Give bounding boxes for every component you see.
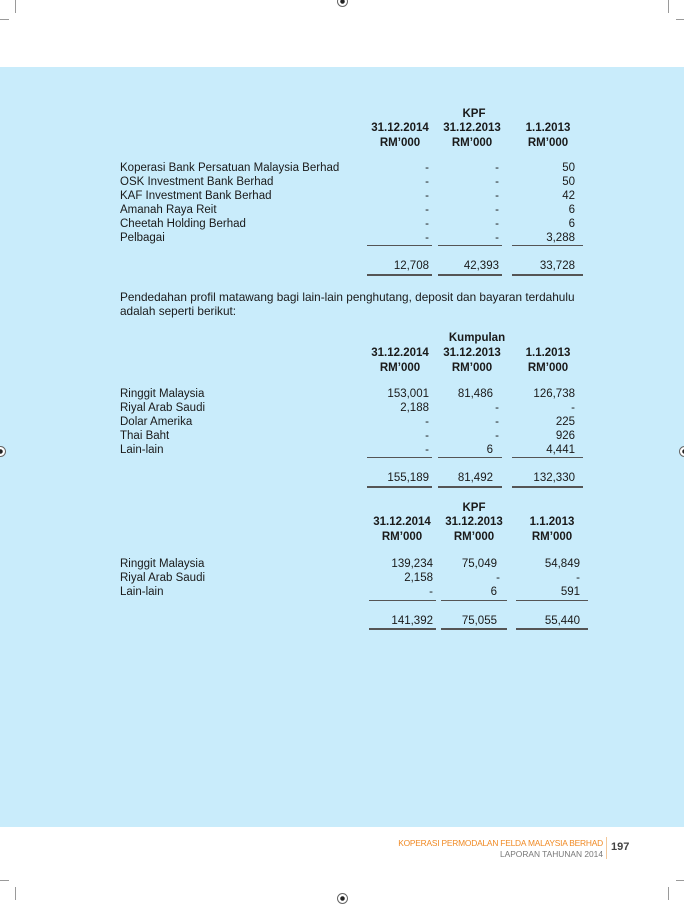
column-header [510, 346, 586, 375]
subtotal-rule [516, 600, 588, 601]
column-date: 1.1.2013 [525, 347, 571, 359]
row-label: Lain-lain [120, 586, 164, 598]
cell-value: 6 [486, 444, 493, 456]
registration-mark-icon [679, 446, 684, 457]
crop-mark [0, 880, 9, 881]
crop-mark [0, 19, 9, 20]
cell-value: 225 [555, 416, 575, 428]
cell-value: 3,288 [546, 232, 575, 244]
column-header [436, 515, 512, 544]
subtotal-rule [438, 245, 502, 246]
cell-value: - [495, 162, 499, 174]
column-header [434, 121, 510, 150]
total-value: 33,728 [539, 260, 575, 272]
cell-value: 153,001 [387, 388, 429, 400]
cell-value: - [571, 402, 575, 414]
row-label: Cheetah Holding Berhad [120, 218, 246, 230]
crop-mark [668, 0, 669, 13]
column-unit: RM’000 [527, 361, 569, 374]
cell-value: 54,849 [544, 558, 580, 570]
footer-organization: KOPERASI PERMODALAN FELDA MALAYSIA BERHAD [398, 838, 603, 848]
total-rule [438, 274, 502, 276]
crop-mark [15, 0, 16, 13]
cell-value: - [495, 430, 499, 442]
cell-value: 42 [562, 190, 575, 202]
subtotal-rule [367, 457, 432, 458]
cell-value: 6 [568, 218, 575, 230]
cell-value: - [495, 416, 499, 428]
row-label: Riyal Arab Saudi [120, 572, 206, 584]
row-label: Riyal Arab Saudi [120, 402, 206, 414]
cell-value: - [425, 416, 429, 428]
column-header [364, 515, 440, 544]
column-date: 31.12.2013 [443, 122, 501, 134]
cell-value: 2,188 [400, 402, 429, 414]
total-rule [441, 628, 507, 630]
column-header [510, 121, 586, 150]
cell-value: 6 [490, 586, 497, 598]
total-value: 55,440 [544, 615, 580, 627]
row-label: KAF Investment Bank Berhad [120, 190, 272, 202]
cell-value: 2,158 [404, 572, 433, 584]
cell-value: - [425, 176, 429, 188]
total-rule [367, 486, 432, 488]
column-unit: RM’000 [527, 136, 569, 149]
cell-value: 4,441 [546, 444, 575, 456]
total-rule [516, 628, 588, 630]
cell-value: 139,234 [391, 558, 433, 570]
column-unit: RM’000 [453, 530, 495, 543]
total-value: 12,708 [393, 260, 429, 272]
column-date: 31.12.2013 [443, 347, 501, 359]
cell-value: - [495, 232, 499, 244]
row-label: Koperasi Bank Persatuan Malaysia Berhad [120, 162, 340, 174]
cell-value: 6 [568, 204, 575, 216]
row-label: Dolar Amerika [120, 416, 193, 428]
currency-profile-paragraph: Pendedahan profil matawang bagi lain-lain penghutang, deposit dan bayaran terdahulu adalah seperti berikut: [120, 290, 575, 318]
cell-value: 75,049 [461, 558, 497, 570]
table-group-header: KPF [462, 108, 486, 120]
column-unit: RM’000 [381, 530, 423, 543]
cell-value: - [496, 572, 500, 584]
column-date: 1.1.2013 [525, 122, 571, 134]
footer-divider [606, 837, 607, 859]
table-group-header: KPF [462, 502, 486, 514]
table-group-header: Kumpulan [448, 332, 506, 344]
subtotal-rule [367, 245, 432, 246]
column-header [514, 515, 590, 544]
crop-mark [15, 887, 16, 900]
cell-value: - [425, 218, 429, 230]
cell-value: - [495, 218, 499, 230]
cell-value: - [429, 586, 433, 598]
cell-value: 81,486 [457, 388, 493, 400]
row-label: OSK Investment Bank Berhad [120, 176, 274, 188]
cell-value: - [495, 402, 499, 414]
cell-value: 50 [562, 162, 575, 174]
row-label: Thai Baht [120, 430, 170, 442]
row-label: Ringgit Malaysia [120, 558, 205, 570]
cell-value: - [425, 444, 429, 456]
cell-value: - [425, 430, 429, 442]
subtotal-rule [438, 457, 502, 458]
total-value: 155,189 [387, 472, 429, 484]
cell-value: 126,738 [533, 388, 575, 400]
subtotal-rule [512, 245, 583, 246]
footer-report-title: LAPORAN TAHUNAN 2014 [499, 849, 603, 859]
column-unit: RM’000 [451, 361, 493, 374]
row-label: Ringgit Malaysia [120, 388, 205, 400]
column-date: 31.12.2014 [371, 122, 429, 134]
crop-mark [668, 887, 669, 900]
row-label: Amanah Raya Reit [120, 204, 217, 216]
column-date: 1.1.2013 [529, 516, 575, 528]
page-number: 197 [611, 841, 630, 853]
total-value: 42,393 [463, 260, 499, 272]
crop-mark [676, 880, 684, 881]
cell-value: - [495, 204, 499, 216]
column-unit: RM’000 [379, 136, 421, 149]
column-header [362, 346, 438, 375]
subtotal-rule [512, 457, 583, 458]
total-rule [512, 486, 583, 488]
column-header [434, 346, 510, 375]
subtotal-rule [441, 600, 507, 601]
total-value: 81,492 [457, 472, 493, 484]
column-date: 31.12.2014 [371, 347, 429, 359]
cell-value: - [425, 204, 429, 216]
total-value: 132,330 [533, 472, 575, 484]
cell-value: - [425, 232, 429, 244]
column-date: 31.12.2014 [373, 516, 431, 528]
registration-mark-icon [337, 0, 348, 7]
column-unit: RM’000 [531, 530, 573, 543]
content-background [0, 67, 684, 827]
total-value: 75,055 [461, 615, 497, 627]
cell-value: - [495, 190, 499, 202]
total-value: 141,392 [391, 615, 433, 627]
cell-value: - [495, 176, 499, 188]
cell-value: 591 [560, 586, 580, 598]
total-rule [512, 274, 583, 276]
cell-value: 926 [555, 430, 575, 442]
column-header [362, 121, 438, 150]
total-rule [367, 274, 432, 276]
row-label: Pelbagai [120, 232, 165, 244]
total-rule [369, 628, 436, 630]
column-unit: RM’000 [451, 136, 493, 149]
total-rule [438, 486, 502, 488]
cell-value: - [425, 190, 429, 202]
subtotal-rule [369, 600, 436, 601]
cell-value: - [576, 572, 580, 584]
column-unit: RM’000 [379, 361, 421, 374]
crop-mark [676, 19, 684, 20]
column-date: 31.12.2013 [445, 516, 503, 528]
row-label: Lain-lain [120, 444, 164, 456]
registration-mark-icon [337, 893, 348, 904]
cell-value: 50 [562, 176, 575, 188]
cell-value: - [425, 162, 429, 174]
